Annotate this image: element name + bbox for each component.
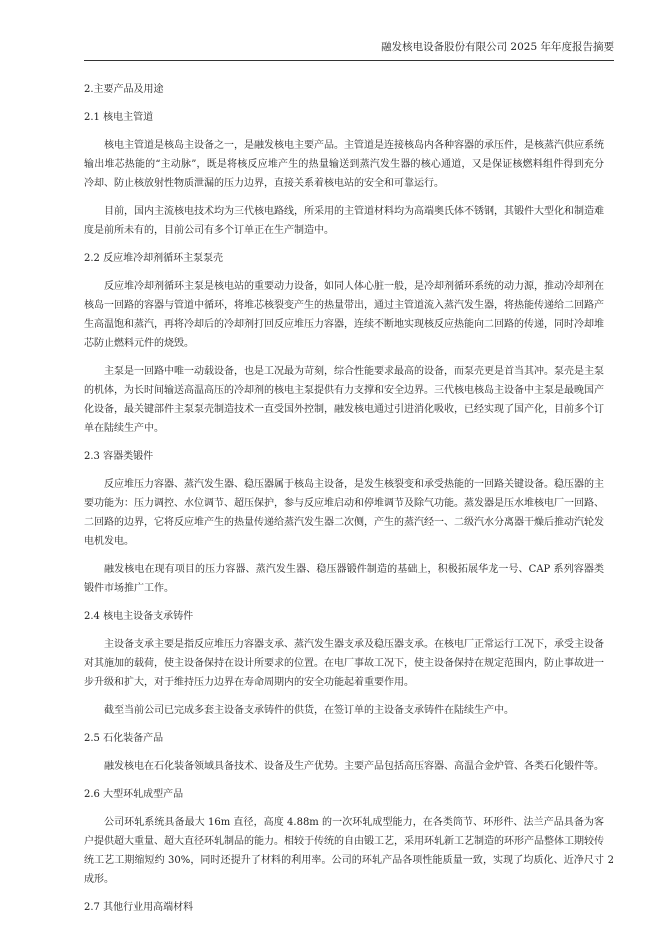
paragraph: 主泵是一回路中唯一动载设备，也是工况最为苛刻，综合性能要求最高的设备，而泵壳更是首当其冲。泵壳是主泵的机体，为长时间输送高温高压的冷却剂的核电主泵提供有力支撑和安全边界。三代核电核岛主设备中主泵是最晚国产化设备，最关键部件主泵泵壳制造技术一直受国外控制，融发核电通过引进消化吸收，已经实现了国产化，目前多个订单在陆续生产中。 [84,366,604,434]
subsection-heading: 2.6 大型环轧成型产品 [84,789,184,800]
paragraph: 主设备支承主要是指反应堆压力容器支承、蒸汽发生器支承及稳压器支承。在核电厂正常运行工况下，承受主设备对其施加的载荷，使主设备保持在设计所要求的位置。在电厂事故工况下，使主设备保持在规定范围内，防止事故进一步升级和扩大，对于维持压力边界在寿命周期内的安全功能起着重要作用。 [84,639,604,688]
paragraph: 公司环轧系统具备最大 16m 直径，高度 4.88m 的一次环轧成型能力，在各类筒节、环形件、法兰产品具备为客户提供超大重量、超大直径环轧制品的能力。相较于传统的自由锻工艺，采用环轧新工艺制造的环形产品整体工期较传统工艺工期缩短约 30%，同时还提升了材料的利用率。公司的环轧产品各项性能质量一致，实现了均质化、近净尺寸成形。 [84,817,604,885]
subsection-heading: 2.4 核电主设备支承铸件 [84,611,194,622]
paragraph: 融发核电在现有项目的压力容器、蒸汽发生器、稳压器锻件制造的基础上，积极拓展华龙一号、CAP 系列容器类锻件市场推广工作。 [84,564,604,594]
paragraph: 反应堆冷却剂循环主泵是核电站的重要动力设备，如同人体心脏一般，是冷却剂循环系统的动力源，推动冷却剂在核岛一回路的容器与管道中循环，将堆芯核裂变产生的热量带出，通过主管道流入蒸汽发生器，将热能传递给二回路产生高温饱和蒸汽，再将冷却后的冷却剂打回反应堆压力容器，连续不断地实现核反应热能向二回路的传递，同时冷却堆芯防止燃料元件的烧毁。 [84,281,604,349]
subsection-heading: 2.2 反应堆冷却剂循环主泵泵壳 [84,253,224,264]
section-heading: 2.主要产品及用途 [84,84,164,95]
subsection-heading: 2.1 核电主管道 [84,112,154,123]
page-header [84,40,614,61]
report-title: 融发核电设备股份有限公司 2025 年年度报告摘要 [381,41,614,53]
subsection-heading: 2.3 容器类锻件 [84,451,154,462]
paragraph: 截至当前公司已完成多套主设备支承铸件的供货，在签订单的主设备支承铸件在陆续生产中。 [104,705,514,716]
paragraph: 融发核电在石化装备领域具备技术、设备及生产优势。主要产品包括高压容器、高温合金炉管、各类石化锻件等。 [104,761,604,772]
document-body [84,80,604,917]
subsection-heading: 2.7 其他行业用高端材料 [84,902,194,913]
paragraph: 核电主管道是核岛主设备之一，是融发核电主要产品。主管道是连接核岛内各种容器的承压件，是核蒸汽供应系统输出堆芯热能的“主动脉”，既是将核反应堆产生的热量输送到蒸汽发生器的核心通道，又是保证核燃料组件得到充分冷却、防止核放射性物质泄漏的压力边界，直接关系着核电站的安全和可靠运行。 [84,140,604,189]
paragraph: 反应堆压力容器、蒸汽发生器、稳压器属于核岛主设备，是发生核裂变和承受热能的一回路关键设备。稳压器的主要功能为：压力调控、水位调节、超压保护，参与反应堆启动和停堆调节及除气功能。蒸发器是压水堆核电厂一回路、二回路的边界，它将反应堆产生的热量传递给蒸汽发生器二次侧，产生的蒸汽经一、二级汽水分离器干燥后推动汽轮发电机发电。 [84,479,604,547]
subsection-heading: 2.5 石化装备产品 [84,733,164,744]
page-number: 2 [607,855,614,866]
paragraph: 目前，国内主流核电技术均为三代核电路线，所采用的主管道材料均为高端奥氏体不锈钢，其锻件大型化和制造难度是前所未有的，目前公司有多个订单正在生产制造中。 [84,206,604,236]
